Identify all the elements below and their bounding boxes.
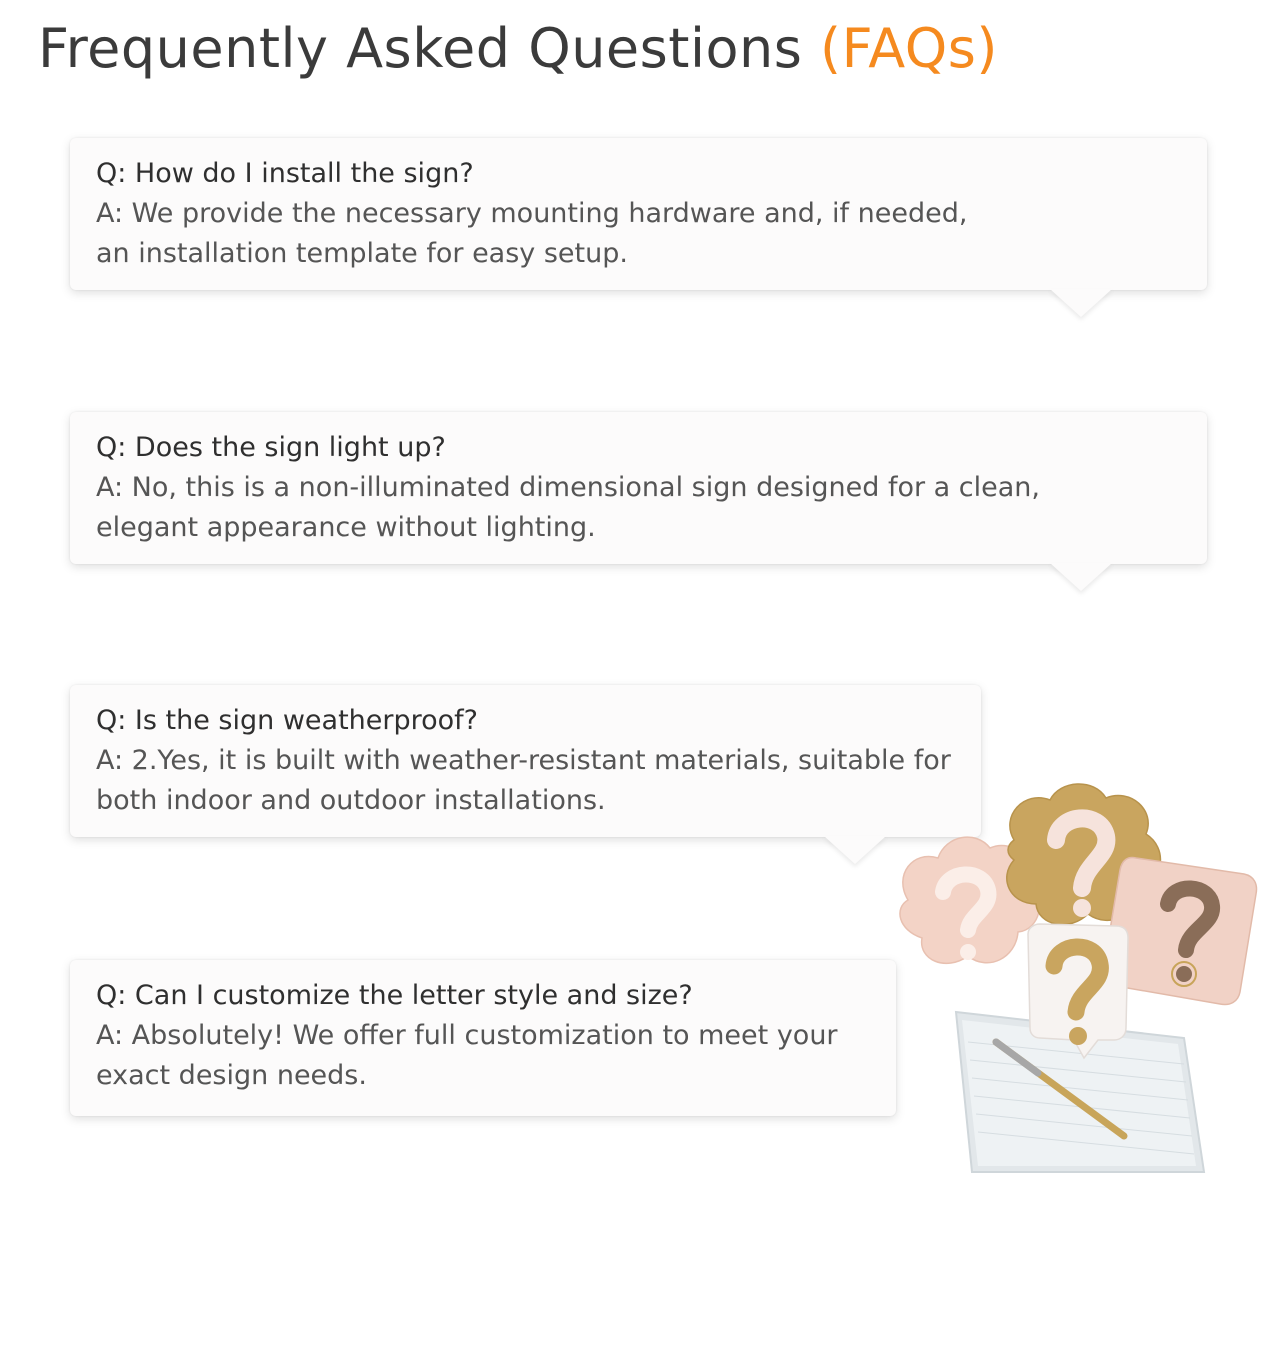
faq-question: Q: Is the sign weatherproof?: [96, 705, 479, 736]
page-title-main: Frequently Asked Questions: [38, 17, 821, 80]
faq-answer-line: exact design needs.: [96, 1060, 367, 1091]
faq-card: [70, 412, 1207, 564]
faq-question: Q: How do I install the sign?: [96, 158, 474, 189]
faq-card: [70, 138, 1207, 290]
faq-answer-line: elegant appearance without lighting.: [96, 512, 596, 543]
faq-answer-line: A: We provide the necessary mounting hardware and, if needed,: [96, 198, 968, 229]
faq-card: [70, 960, 896, 1116]
faq-question: Q: Does the sign light up?: [96, 432, 446, 463]
question-marks-illustration-icon: [888, 780, 1268, 1180]
faq-answer-line: A: 2.Yes, it is built with weather-resistant materials, suitable for: [96, 745, 951, 776]
page-title: [38, 14, 998, 84]
page-title-accent: (FAQs): [820, 17, 998, 80]
faq-answer-line: an installation template for easy setup.: [96, 238, 628, 269]
faq-card: [70, 685, 981, 837]
faq-answer-line: A: Absolutely! We offer full customization to meet your: [96, 1020, 838, 1051]
white-card-center-icon: [1028, 924, 1128, 1058]
faq-question: Q: Can I customize the letter style and size?: [96, 980, 693, 1011]
faq-answer-line: both indoor and outdoor installations.: [96, 785, 606, 816]
faq-answer-line: A: No, this is a non-illuminated dimensional sign designed for a clean,: [96, 472, 1040, 503]
